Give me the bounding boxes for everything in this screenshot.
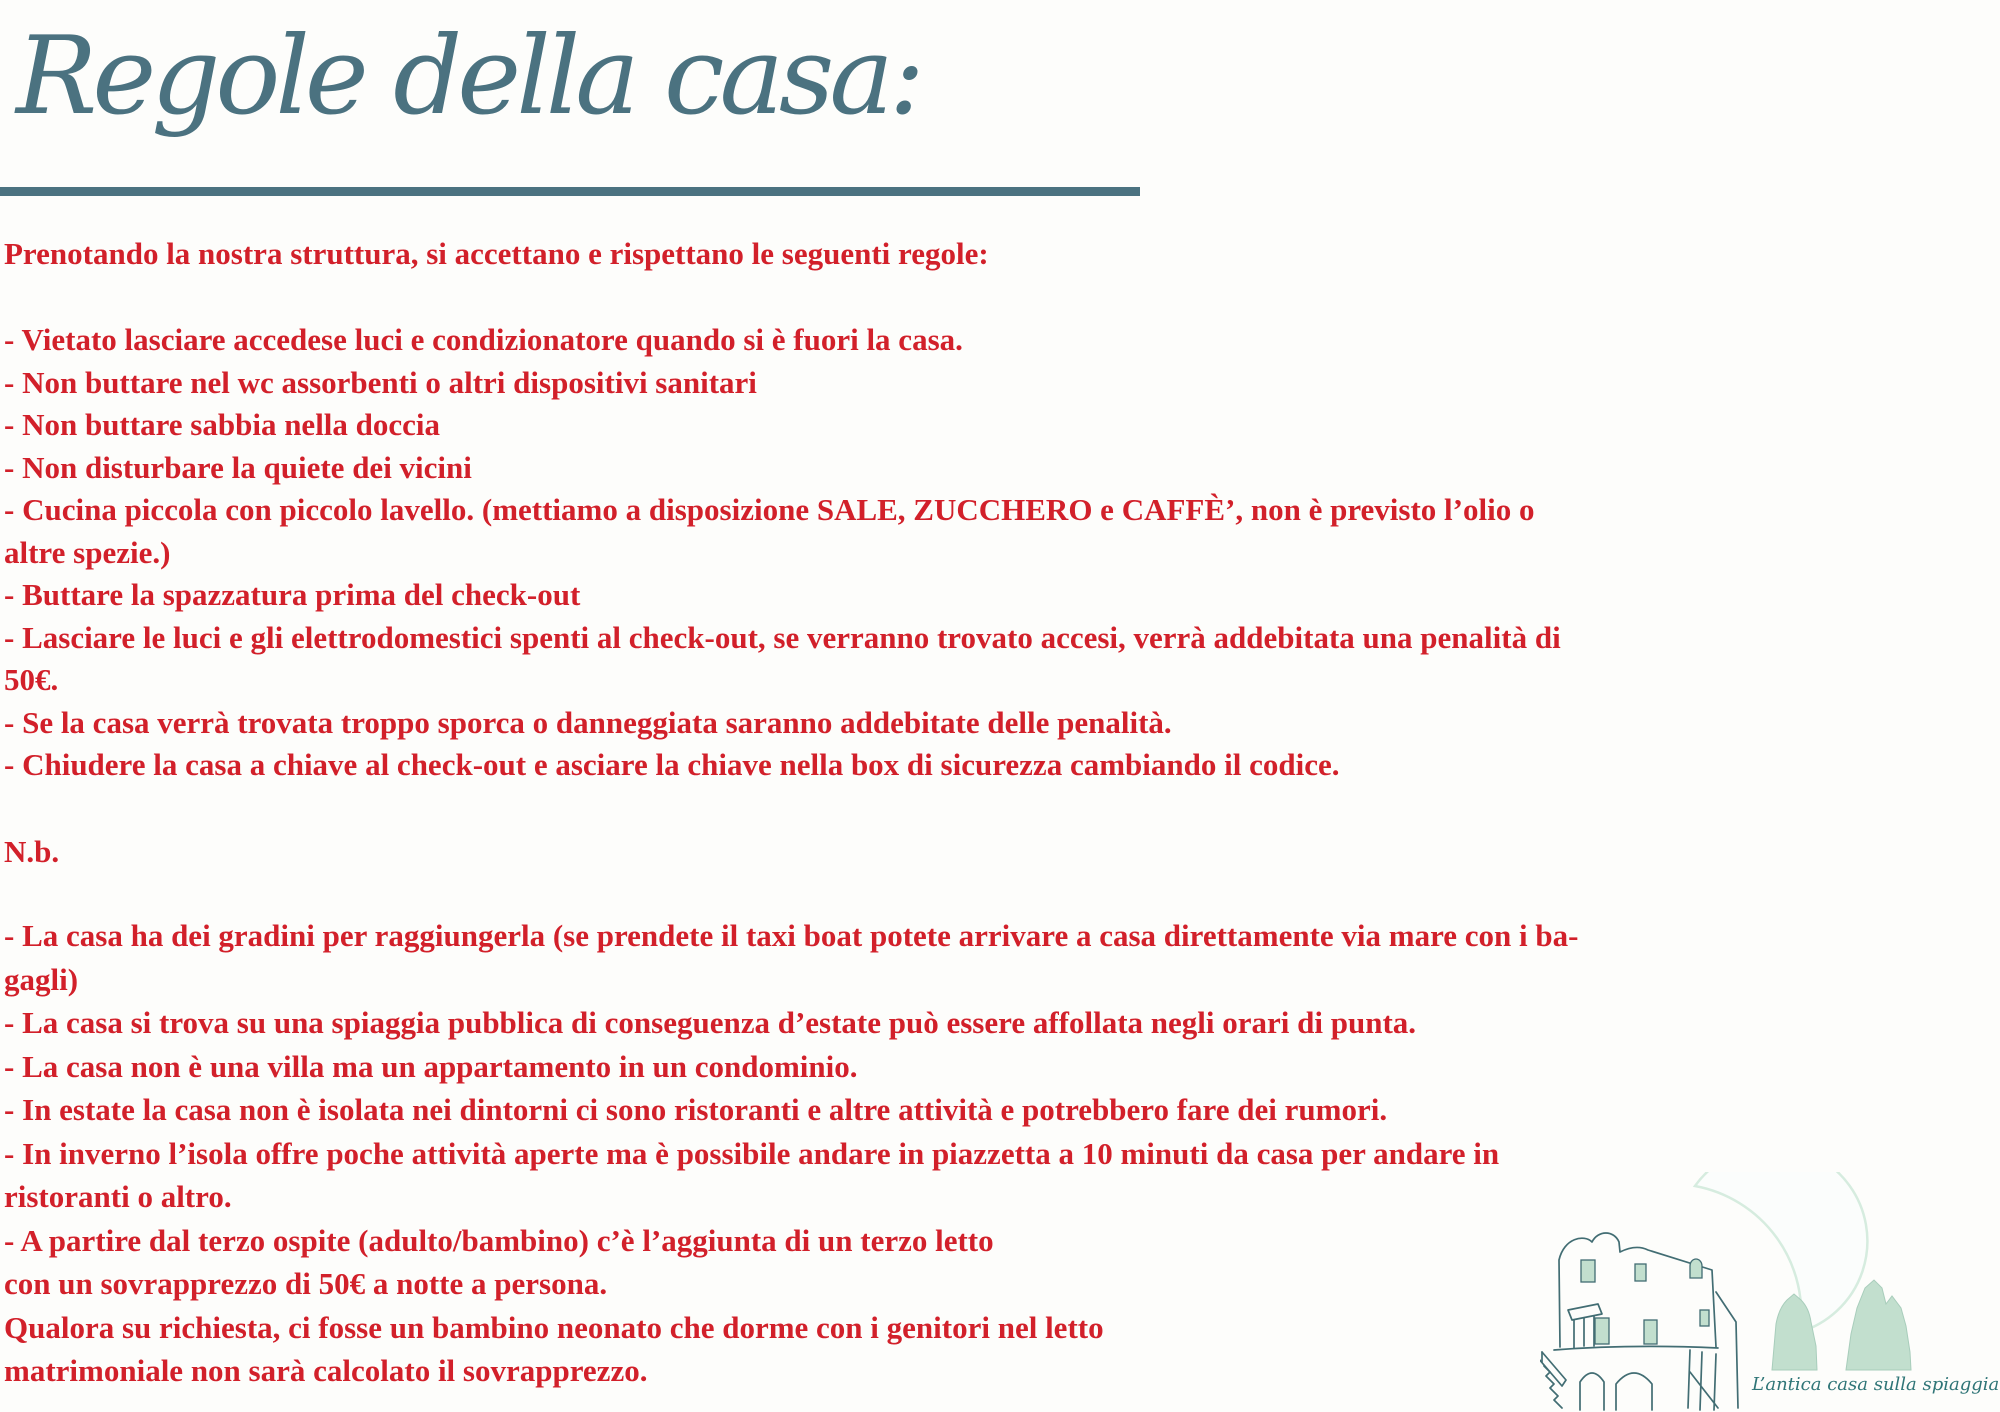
rule-line: - Chiudere la casa a chiave al check-out e asciare la chiave nella box di sicurezza cambiando il codice. bbox=[4, 747, 1340, 782]
intro-text: Prenotando la nostra struttura, si accettano e rispettano le seguenti regole: bbox=[4, 236, 989, 271]
rules-list bbox=[4, 319, 1561, 787]
note-line: Qualora su richiesta, ci fosse un bambino neonato che dorme con i genitori nel letto bbox=[4, 1309, 1104, 1345]
note-line: - La casa non è una villa ma un appartamento in un condominio. bbox=[4, 1048, 858, 1084]
rule-line: - Cucina piccola con piccolo lavello. (mettiamo a disposizione SALE, ZUCCHERO e CAFFÈ’, non è previsto l’olio o bbox=[4, 492, 1535, 527]
note-line: - A partire dal terzo ospite (adulto/bambino) c’è l’aggiunta di un terzo letto bbox=[4, 1222, 994, 1258]
nb-label: N.b. bbox=[4, 834, 60, 869]
notes-list bbox=[4, 914, 1578, 1393]
title-underline bbox=[0, 187, 1140, 196]
rule-line: - Non buttare nel wc assorbenti o altri dispositivi sanitari bbox=[4, 364, 757, 400]
note-line: - La casa ha dei gradini per raggiungerla (se prendete il taxi boat potete arrivare a casa direttamente via mare con i ba- bbox=[4, 918, 1579, 953]
rule-line: - Vietato lasciare accedese luci e condizionatore quando si è fuori la casa. bbox=[4, 322, 963, 357]
logo-caption: L’antica casa sulla spiaggia bbox=[1752, 1374, 2000, 1395]
rule-line: - Non buttare sabbia nella doccia bbox=[4, 407, 441, 442]
note-line: gagli) bbox=[4, 961, 79, 997]
note-line: - In estate la casa non è isolata nei dintorni ci sono ristoranti e altre attività e potrebbero fare dei rumori. bbox=[4, 1092, 1388, 1127]
rule-line: - Buttare la spazzatura prima del check-out bbox=[4, 577, 581, 612]
note-line: - La casa si trova su una spiaggia pubblica di conseguenza d’estate può essere affollata negli orari di punta. bbox=[4, 1005, 1417, 1040]
house-sketch-icon bbox=[1540, 1233, 1738, 1410]
rule-line: altre spezie.) bbox=[4, 534, 171, 570]
note-line: - In inverno l’isola offre poche attività aperte ma è possibile andare in piazzetta a 10 minuti da casa per andare in bbox=[4, 1135, 1500, 1171]
rule-line: 50€. bbox=[4, 662, 59, 697]
rule-line: - Non disturbare la quiete dei vicini bbox=[4, 449, 472, 485]
rule-line: - Lasciare le luci e gli elettrodomestici spenti al check-out, se verranno trovato accesi, verrà addebitata una penalità di bbox=[4, 619, 1561, 655]
rule-line: - Se la casa verrà trovata troppo sporca o danneggiata saranno addebitate delle penalità. bbox=[4, 704, 1172, 740]
page-title: Regole della casa: bbox=[16, 14, 921, 139]
note-line: con un sovrapprezzo di 50€ a notte a persona. bbox=[4, 1266, 608, 1301]
note-line: matrimoniale non sarà calcolato il sovrapprezzo. bbox=[4, 1353, 648, 1388]
note-line: ristoranti o altro. bbox=[4, 1179, 232, 1214]
